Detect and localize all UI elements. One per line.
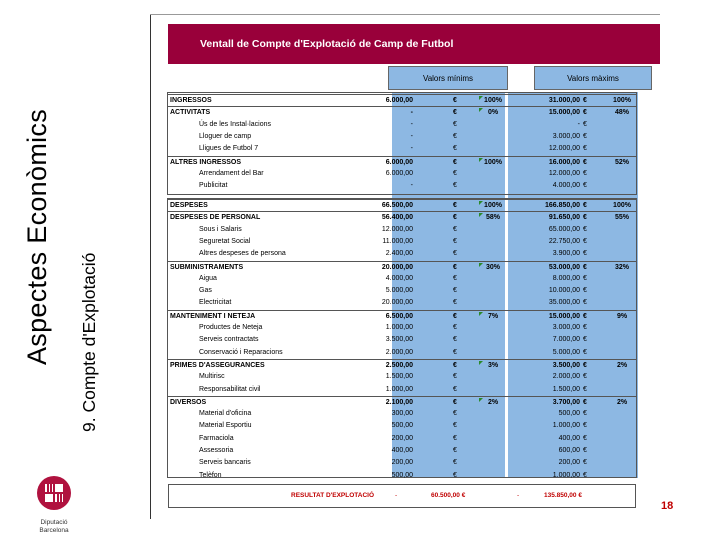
result-min: 60.500,00 € bbox=[431, 492, 466, 499]
row-min-currency: € bbox=[453, 299, 457, 307]
table-row bbox=[167, 408, 637, 419]
row-min-currency: € bbox=[453, 324, 457, 331]
row-max-value: 166.850,00 bbox=[544, 202, 580, 209]
row-min-value: 1.000,00 bbox=[385, 324, 413, 331]
row-max-currency: € bbox=[583, 348, 587, 356]
row-min-value: 6.000,00 bbox=[385, 158, 413, 166]
divider-vertical bbox=[150, 14, 151, 519]
result-max: 135.850,00 € bbox=[544, 492, 582, 499]
result-row bbox=[168, 484, 636, 508]
row-max-value: 15.000,00 bbox=[548, 109, 580, 117]
row-min-percent: 58% bbox=[485, 214, 500, 222]
row-min-currency: € bbox=[453, 225, 457, 233]
row-max-percent: 2% bbox=[616, 361, 628, 369]
row-max-value: 1.500,00 bbox=[552, 385, 580, 393]
row-min-currency: € bbox=[453, 158, 457, 166]
row-label: Conservació i Reparacions bbox=[199, 348, 283, 356]
table-row bbox=[167, 457, 637, 468]
row-min-value: - bbox=[410, 109, 413, 117]
row-label: Altres despeses de persona bbox=[199, 250, 286, 258]
row-max-currency: € bbox=[583, 336, 587, 344]
row-max-value: 400,00 bbox=[558, 434, 580, 442]
row-min-value: 200,00 bbox=[391, 434, 413, 442]
row-label: INGRESSOS bbox=[170, 97, 212, 104]
row-min-value: 11.000,00 bbox=[382, 237, 413, 245]
row-min-value: - bbox=[410, 132, 413, 140]
row-min-value: 6.500,00 bbox=[385, 312, 413, 320]
row-min-currency: € bbox=[453, 373, 457, 381]
table-row bbox=[167, 156, 637, 168]
row-label: SUBMINISTRAMENTS bbox=[170, 263, 244, 271]
row-max-value: 22.750,00 bbox=[548, 237, 580, 245]
table-row bbox=[167, 396, 637, 408]
row-max-currency: € bbox=[583, 182, 587, 190]
row-max-currency: € bbox=[583, 312, 587, 320]
table-row bbox=[167, 199, 637, 211]
row-label: Lloguer de camp bbox=[199, 132, 252, 140]
cell-comment-marker-icon bbox=[479, 398, 483, 402]
row-label: PRIMES D'ASSEGURANCES bbox=[170, 361, 265, 369]
row-max-currency: € bbox=[583, 373, 587, 381]
row-max-currency: € bbox=[583, 250, 587, 258]
table-row bbox=[167, 168, 637, 179]
row-label: Aigua bbox=[199, 274, 217, 282]
row-min-percent: 100% bbox=[484, 97, 502, 104]
row-max-percent: 48% bbox=[614, 109, 629, 117]
row-max-percent: 100% bbox=[613, 202, 631, 209]
table-row bbox=[167, 322, 637, 333]
row-label: Multirisc bbox=[199, 373, 225, 381]
logo-text-2: Barcelona bbox=[39, 527, 69, 534]
row-max-value: 8.000,00 bbox=[552, 274, 580, 282]
col-header-max: Valors màxims bbox=[534, 66, 652, 90]
row-min-value: - bbox=[410, 120, 413, 128]
row-min-currency: € bbox=[453, 97, 457, 104]
row-min-currency: € bbox=[453, 202, 457, 209]
table-row bbox=[167, 371, 637, 382]
row-max-currency: € bbox=[583, 274, 587, 282]
row-label: Responsabilitat civil bbox=[199, 385, 261, 393]
row-label: Ús de les Instal·lacions bbox=[199, 120, 271, 128]
row-min-currency: € bbox=[453, 459, 457, 467]
table-row bbox=[167, 420, 637, 431]
row-label: Productes de Neteja bbox=[199, 324, 263, 331]
table-row bbox=[167, 347, 637, 358]
row-max-value: 3.500,00 bbox=[552, 361, 580, 369]
row-max-value: 200,00 bbox=[558, 459, 580, 467]
row-max-currency: € bbox=[583, 132, 587, 140]
row-min-currency: € bbox=[453, 120, 457, 128]
cell-comment-marker-icon bbox=[479, 96, 483, 100]
row-min-currency: € bbox=[453, 287, 457, 295]
row-max-currency: € bbox=[583, 169, 587, 177]
row-max-value: 3.000,00 bbox=[552, 324, 580, 331]
divider-horizontal bbox=[150, 14, 660, 15]
row-label: Publicitat bbox=[199, 182, 228, 190]
row-max-percent: 9% bbox=[616, 312, 628, 320]
table-row bbox=[167, 334, 637, 345]
row-min-currency: € bbox=[453, 385, 457, 393]
row-min-currency: € bbox=[453, 422, 457, 430]
row-min-value: 1.500,00 bbox=[385, 373, 413, 381]
row-max-value: 500,00 bbox=[558, 410, 580, 418]
row-max-value: 5.000,00 bbox=[552, 348, 580, 356]
row-label: Assessoria bbox=[199, 447, 234, 454]
row-max-value: 53.000,00 bbox=[548, 263, 580, 271]
row-min-value: 20.000,00 bbox=[381, 263, 413, 271]
row-min-value: 5.000,00 bbox=[385, 287, 413, 295]
row-label: DESPESES bbox=[170, 202, 208, 209]
row-max-currency: € bbox=[583, 361, 587, 369]
row-max-value: 15.000,00 bbox=[548, 312, 580, 320]
row-min-currency: € bbox=[453, 274, 457, 282]
row-min-value: 20.000,00 bbox=[381, 299, 413, 307]
row-label: Seguretat Social bbox=[199, 237, 251, 245]
row-max-currency: € bbox=[583, 434, 587, 442]
row-label: MANTENIMENT I NETEJA bbox=[170, 312, 256, 320]
row-min-currency: € bbox=[453, 132, 457, 140]
row-max-value: 3.700,00 bbox=[552, 398, 580, 406]
row-max-value: 31.000,00 bbox=[548, 97, 580, 104]
result-sign-min: - bbox=[395, 492, 398, 499]
row-label: DESPESES DE PERSONAL bbox=[170, 214, 261, 222]
row-max-currency: € bbox=[583, 263, 587, 271]
row-max-currency: € bbox=[583, 422, 587, 430]
row-max-value: 16.000,00 bbox=[548, 158, 580, 166]
cell-comment-marker-icon bbox=[479, 158, 483, 162]
row-max-percent: 32% bbox=[614, 263, 629, 271]
row-min-currency: € bbox=[453, 348, 457, 356]
row-min-value: 56.400,00 bbox=[381, 214, 413, 222]
row-max-currency: € bbox=[583, 398, 587, 406]
row-label: Material Esportiu bbox=[199, 422, 252, 430]
cell-comment-marker-icon bbox=[479, 263, 483, 267]
row-label: Gas bbox=[199, 287, 212, 295]
row-max-currency: € bbox=[583, 287, 587, 295]
row-min-currency: € bbox=[453, 312, 457, 320]
table-row bbox=[167, 261, 637, 273]
cell-comment-marker-icon bbox=[479, 201, 483, 205]
row-max-currency: € bbox=[583, 447, 587, 454]
row-min-value: 12.000,00 bbox=[381, 225, 413, 233]
table-row bbox=[167, 224, 637, 235]
row-max-currency: € bbox=[583, 410, 587, 418]
spreadsheet bbox=[160, 18, 660, 518]
row-max-currency: € bbox=[583, 299, 587, 307]
row-label: ALTRES INGRESSOS bbox=[170, 158, 242, 166]
row-min-currency: € bbox=[453, 471, 457, 479]
row-max-value: 1.000,00 bbox=[552, 422, 580, 430]
diputacio-emblem-icon bbox=[34, 473, 74, 513]
row-max-value: 91.650,00 bbox=[548, 214, 580, 222]
table-row bbox=[167, 211, 637, 223]
row-label: Sous i Salaris bbox=[199, 225, 242, 233]
table-row bbox=[167, 359, 637, 371]
cell-comment-marker-icon bbox=[479, 312, 483, 316]
row-min-value: 4.000,00 bbox=[385, 274, 413, 282]
row-min-value: - bbox=[410, 145, 413, 153]
row-max-percent: 55% bbox=[614, 214, 629, 222]
row-max-currency: € bbox=[583, 109, 587, 117]
row-min-percent: 30% bbox=[485, 263, 500, 271]
row-min-value: 2.500,00 bbox=[385, 361, 413, 369]
table-row bbox=[167, 384, 637, 395]
row-max-value: 10.000,00 bbox=[548, 287, 580, 295]
row-max-currency: € bbox=[583, 237, 587, 245]
row-min-currency: € bbox=[453, 250, 457, 258]
row-min-value: 300,00 bbox=[391, 410, 413, 418]
row-min-currency: € bbox=[453, 182, 457, 190]
row-min-value: 3.500,00 bbox=[385, 336, 413, 344]
row-max-currency: € bbox=[583, 202, 587, 209]
row-min-currency: € bbox=[453, 434, 457, 442]
row-max-value: 35.000,00 bbox=[548, 299, 580, 307]
row-label: Serveis bancaris bbox=[199, 459, 251, 467]
row-max-currency: € bbox=[583, 214, 587, 222]
row-max-percent: 100% bbox=[613, 97, 631, 104]
col-header-min: Valors mínims bbox=[388, 66, 508, 90]
row-max-currency: € bbox=[583, 324, 587, 331]
row-min-currency: € bbox=[453, 398, 457, 406]
table-row bbox=[167, 297, 637, 308]
row-label: Material d'oficina bbox=[199, 410, 252, 418]
row-max-currency: € bbox=[583, 145, 587, 153]
row-max-value: - bbox=[577, 120, 580, 128]
row-min-currency: € bbox=[453, 336, 457, 344]
row-max-value: 4.000,00 bbox=[552, 182, 580, 190]
table-row bbox=[167, 285, 637, 296]
row-min-value: 6.000,00 bbox=[385, 169, 413, 177]
row-min-currency: € bbox=[453, 214, 457, 222]
row-label: Arrendament del Bar bbox=[199, 169, 264, 177]
row-min-percent: 7% bbox=[487, 312, 499, 320]
row-max-value: 600,00 bbox=[558, 447, 580, 454]
table-row bbox=[167, 143, 637, 154]
row-max-currency: € bbox=[583, 225, 587, 233]
row-min-value: - bbox=[410, 182, 413, 190]
row-label: DIVERSOS bbox=[170, 398, 207, 406]
row-max-currency: € bbox=[583, 158, 587, 166]
row-min-value: 500,00 bbox=[391, 422, 413, 430]
table-row bbox=[167, 94, 637, 106]
table-row bbox=[167, 248, 637, 259]
row-max-value: 2.000,00 bbox=[552, 373, 580, 381]
row-min-percent: 100% bbox=[484, 158, 502, 166]
table-row bbox=[167, 236, 637, 247]
table-row bbox=[167, 445, 637, 456]
row-label: Electricitat bbox=[199, 299, 232, 307]
row-min-percent: 100% bbox=[484, 202, 502, 209]
row-max-percent: 2% bbox=[616, 398, 628, 406]
row-max-currency: € bbox=[583, 471, 587, 479]
row-min-percent: 2% bbox=[487, 398, 499, 406]
slide-title: Aspectes Econòmics bbox=[22, 108, 52, 365]
row-min-currency: € bbox=[453, 237, 457, 245]
row-min-currency: € bbox=[453, 263, 457, 271]
row-max-percent: 52% bbox=[614, 158, 629, 166]
row-min-currency: € bbox=[453, 361, 457, 369]
table-row bbox=[167, 180, 637, 191]
row-min-percent: 0% bbox=[487, 109, 499, 117]
row-max-value: 65.000,00 bbox=[548, 225, 580, 233]
table-row bbox=[167, 310, 637, 322]
row-min-value: 6.000,00 bbox=[385, 97, 413, 104]
row-min-currency: € bbox=[453, 169, 457, 177]
row-min-value: 1.000,00 bbox=[385, 385, 413, 393]
table-row bbox=[167, 273, 637, 284]
row-label: Lligues de Futbol 7 bbox=[199, 145, 259, 153]
row-max-value: 3.000,00 bbox=[552, 132, 580, 140]
row-min-currency: € bbox=[453, 109, 457, 117]
row-max-value: 7.000,00 bbox=[552, 336, 580, 344]
table-row bbox=[167, 470, 637, 481]
row-max-currency: € bbox=[583, 120, 587, 128]
row-max-value: 12.000,00 bbox=[548, 145, 580, 153]
row-label: Telèfon bbox=[199, 471, 222, 479]
row-max-value: 1.000,00 bbox=[552, 471, 580, 479]
row-label: Farmaciola bbox=[199, 434, 234, 442]
row-max-currency: € bbox=[583, 385, 587, 393]
page-number: 18 bbox=[661, 500, 674, 512]
sheet-banner: Ventall de Compte d'Explotació de Camp de Futbol bbox=[168, 24, 660, 64]
row-min-currency: € bbox=[453, 145, 457, 153]
table-row bbox=[167, 119, 637, 130]
row-min-currency: € bbox=[453, 447, 457, 454]
row-max-currency: € bbox=[583, 459, 587, 467]
cell-comment-marker-icon bbox=[479, 213, 483, 217]
row-min-percent: 3% bbox=[487, 361, 499, 369]
logo-text-1: Diputació bbox=[40, 519, 68, 526]
row-min-currency: € bbox=[453, 410, 457, 418]
cell-comment-marker-icon bbox=[479, 108, 483, 112]
row-label: ACTIVITATS bbox=[170, 109, 211, 117]
diputacio-logo bbox=[34, 473, 74, 534]
row-min-value: 66.500,00 bbox=[381, 202, 413, 209]
row-max-currency: € bbox=[583, 97, 587, 104]
row-min-value: 500,00 bbox=[391, 471, 413, 479]
result-sign-max: - bbox=[517, 492, 520, 499]
table-row bbox=[167, 433, 637, 444]
row-min-value: 2.000,00 bbox=[385, 348, 413, 356]
row-min-value: 200,00 bbox=[391, 459, 413, 467]
row-min-value: 400,00 bbox=[391, 447, 413, 454]
table-row bbox=[167, 106, 637, 118]
row-min-value: 2.400,00 bbox=[385, 250, 413, 258]
slide-subtitle: 9. Compte d'Explotació bbox=[79, 252, 99, 432]
row-max-value: 12.000,00 bbox=[548, 169, 580, 177]
table-row bbox=[167, 131, 637, 142]
row-label: Serveis contractats bbox=[199, 336, 259, 344]
row-max-value: 3.900,00 bbox=[552, 250, 580, 258]
cell-comment-marker-icon bbox=[479, 361, 483, 365]
result-label: RESULTAT D'EXPLOTACIÓ bbox=[291, 492, 375, 499]
row-min-value: 2.100,00 bbox=[385, 398, 413, 406]
